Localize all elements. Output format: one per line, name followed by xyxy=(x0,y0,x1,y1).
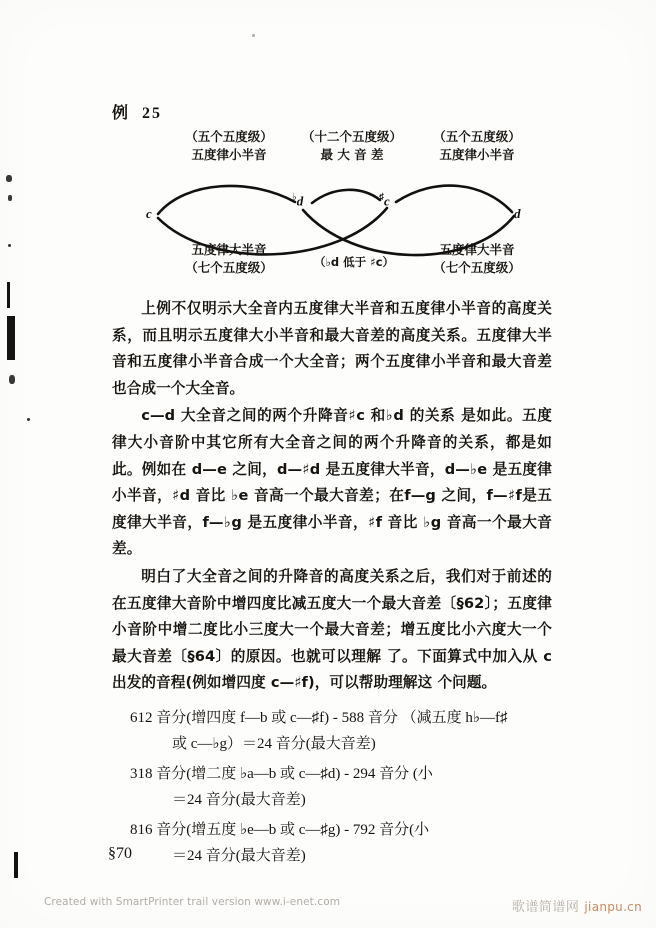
example-number: 25 xyxy=(142,105,163,122)
diagram-top-name-right: 五度律小半音 xyxy=(439,147,515,163)
paragraph-1: 上例不仅明示大全音内五度律大半音和五度律小半音的高度关系，而且明示五度律大小半音和最大音差的高度关系。五度律大半音和五度律小半音合成一个大全音；两个五度律小半音和最大音差也合成一个大全音。 xyxy=(112,300,552,397)
diagram-bottom-paren-right: （七个五度级） xyxy=(433,260,521,276)
scan-blot xyxy=(7,282,10,308)
watermark-chinese: 歌谱简谱网 xyxy=(511,900,580,915)
formula-2-line-2 xyxy=(112,788,552,809)
diagram-bottom-label-middle xyxy=(292,254,416,271)
scan-speckle xyxy=(27,418,30,421)
paragraph-3: 明白了大全音之间的升降音的高度关系之后，我们对于前述的在五度律大音阶中增四度比减五度大一个最大音差〔§62〕；五度律小音阶中增二度比小三度大一个最大音差；增五度比小六度大一个最大音差〔§64〕的原因。也就可以理解 了。下面算式中加入从 c 出发的音程(例如增四度 c—♯f)，可以帮助理解这 个问题。 xyxy=(112,567,552,692)
note-c-left-text: c xyxy=(146,206,152,221)
scan-blot xyxy=(7,316,15,360)
scan-speckle xyxy=(252,34,255,37)
site-watermark xyxy=(512,896,642,915)
interval-diagram xyxy=(140,128,530,288)
example-heading xyxy=(112,100,162,123)
formula-3-line-1-text: 816 音分(增五度 ♭e—b 或 c—♯g) - 792 音分(小 xyxy=(130,821,430,838)
formula-2-line-2-text: ＝24 音分(最大音差) xyxy=(172,791,306,808)
formula-3-line-2 xyxy=(112,844,552,865)
section-marker: §70 xyxy=(108,845,132,862)
formula-2-line-1 xyxy=(112,762,552,783)
formula-2-line-1-text: 318 音分(增二度 ♭a—b 或 c—♯d) - 294 音分 (小 xyxy=(130,765,433,782)
trial-version-footer: Created with SmartPrinter trail version www.i-enet.com xyxy=(44,896,341,908)
note-flat-d-text: d xyxy=(296,193,304,209)
body-text xyxy=(112,296,552,865)
diagram-bottom-name-right: 五度律大半音 xyxy=(439,242,515,257)
note-sharp-c-text: c xyxy=(384,193,390,209)
diagram-top-name-left: 五度律小半音 xyxy=(191,147,267,163)
diagram-bottom-note-comparison: （♭d 低于 ♯c） xyxy=(313,255,395,269)
scan-speckle xyxy=(8,244,11,247)
scan-speckle xyxy=(9,375,15,384)
note-flat-d xyxy=(292,192,303,209)
formula-1-line-1 xyxy=(112,706,552,727)
flat-accidental-icon: ♭ xyxy=(292,192,297,203)
note-d-right-text: d xyxy=(514,206,521,221)
diagram-bottom-label-left xyxy=(154,241,304,277)
formula-3-line-2-text: ＝24 音分(最大音差) xyxy=(172,847,306,864)
diagram-bottom-name-left: 五度律大半音 xyxy=(191,242,267,257)
formula-1-line-2 xyxy=(112,732,552,753)
scan-blot xyxy=(14,852,18,878)
paragraph-2: c—d 大全音之间的两个升降音♯c 和♭d 的关系 是如此。五度律大小音阶中其它所有大全音之间的两个升降音的关系，都是如此。例如在 d—e 之间，d—♯d 是五度律大半音，d—♭e 是五度律小半音，♯d 音比 ♭e 音高一个最大音差；在f—g 之间，f—♯f是五度律大半音，f—♭g 是五度律小半音，♯f 音比 ♭g 音高一个最大音差。 xyxy=(112,407,552,558)
sharp-accidental-icon: ♯ xyxy=(379,192,384,203)
note-sharp-c xyxy=(379,192,390,209)
scan-speckle xyxy=(8,195,12,201)
diagram-top-paren-right: （五个五度级） xyxy=(433,129,521,144)
example-label: 例 xyxy=(112,105,131,122)
note-d-right xyxy=(514,206,521,222)
formula-3-line-1 xyxy=(112,818,552,839)
diagram-top-paren-left: （五个五度级） xyxy=(185,129,273,144)
diagram-top-name-middle: 最 大 音 差 xyxy=(320,147,384,163)
diagram-top-paren-middle: （十二个五度级） xyxy=(301,129,402,144)
formula-1-line-2-text: 或 c—♭g）＝24 音分(最大音差) xyxy=(172,735,376,752)
note-c-left xyxy=(146,206,152,222)
watermark-domain: jianpu.cn xyxy=(584,900,642,914)
formula-1-line-1-text: 612 音分(增四度 f—b 或 c—♯f) - 588 音分 （减五度 h♭—f♯ xyxy=(130,709,508,726)
scan-speckle xyxy=(6,175,12,182)
diagram-bottom-label-right xyxy=(402,241,552,277)
diagram-bottom-paren-left: （七个五度级） xyxy=(185,260,273,276)
